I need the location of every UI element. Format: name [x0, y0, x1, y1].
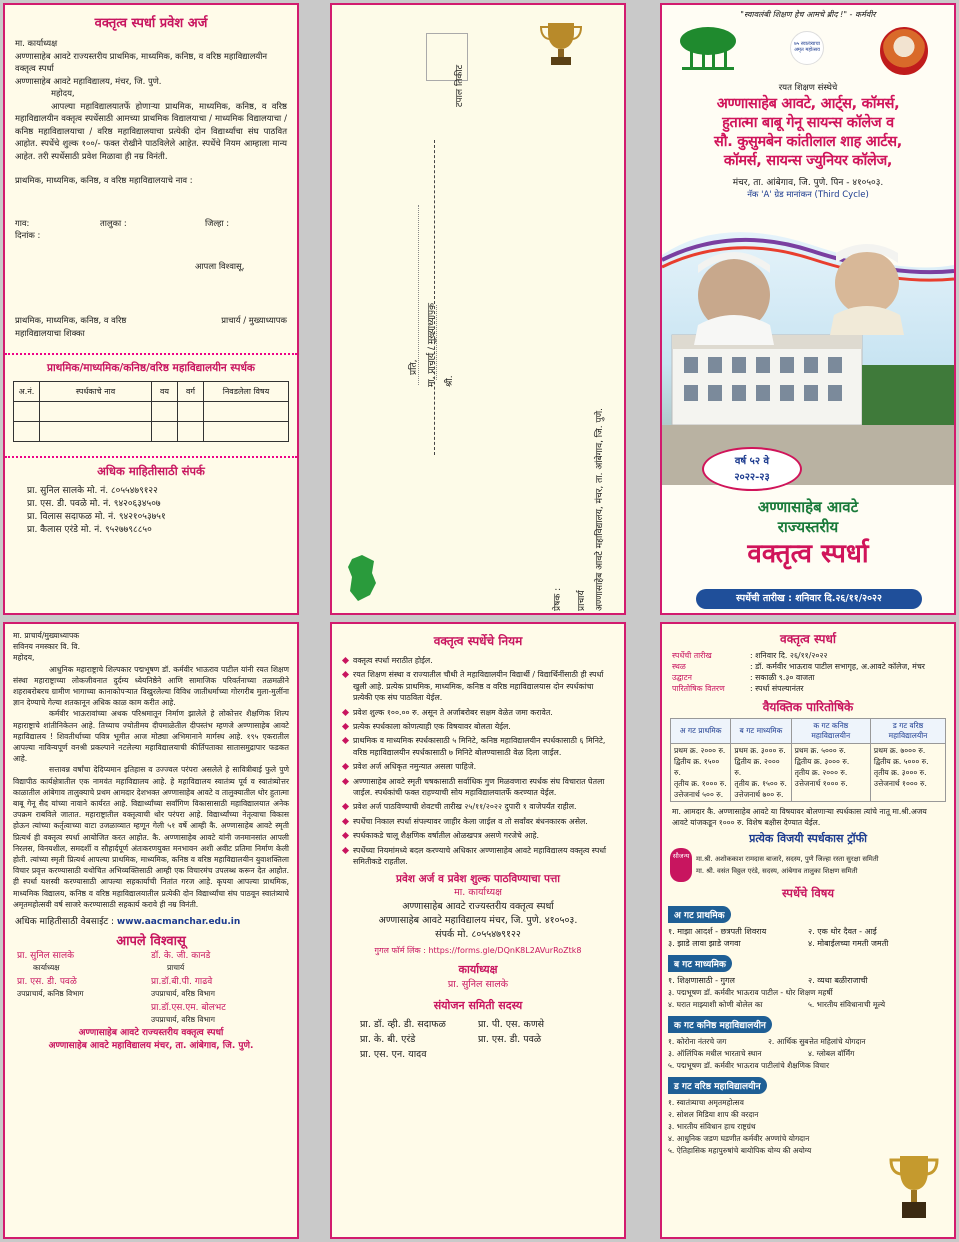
- topic-item: ५. ऐतिहासिक महापुरुषांचे बायोपिक योग्य की अयोग्य: [668, 1146, 812, 1155]
- gform-link[interactable]: https://forms.gle/DQnK8L2AVurRoZtk8: [428, 945, 582, 955]
- website-label: अधिक माहितीसाठी वेबसाईट :: [15, 917, 115, 928]
- to-line-1: मा. कार्याध्यक्ष: [15, 38, 58, 48]
- sponsor-badge: सौजन्य: [670, 848, 692, 882]
- topic-item: २. सोशल मिडिया शाप की वरदान: [668, 1110, 759, 1119]
- rules-list: [332, 649, 624, 868]
- rule-item: प्रवेश अर्ज पाठविण्याची शेवटची तारीख २५/११/२०२२ दुपारी १ वाजेपर्यंत राहील.: [342, 801, 614, 812]
- trophy-title: प्रत्येक विजयी स्पर्धकास ट्रॉफी: [749, 832, 867, 845]
- committee-member: प्रा. पी. एस. कणसे: [478, 1018, 545, 1030]
- contact-3: प्रा. विलास सदाफळ मो. नं. ९४२१०५३७५१: [27, 512, 166, 522]
- topic-item: ४. ग्लोबल वॉर्मिंग: [808, 1049, 855, 1058]
- college-line-1: अण्णासाहेब आवटे, आर्ट्स, कॉमर्स,: [716, 96, 900, 112]
- col-class: वर्ग: [178, 382, 204, 402]
- committee-member: प्रा. डॉ. व्ही. डी. सदाफळ: [360, 1018, 446, 1030]
- to-line-2: श्री.: [445, 375, 455, 387]
- rule-item: प्रवेश अर्ज अधिकृत नमुन्यात असला पाहिजे.: [342, 761, 614, 772]
- participants-table: [13, 381, 289, 442]
- sig-1-name: प्रा. सुनिल सालके: [17, 951, 74, 962]
- sig-6-name: प्रा.डॉ.एस.एम. बोलभट: [151, 1003, 226, 1014]
- prize-cell: उत्तेजनार्थ १००० रु.: [794, 779, 848, 788]
- sig-4-role: उपप्राचार्य, वरिष्ठ विभाग: [151, 989, 215, 999]
- fold-line: [434, 140, 435, 455]
- topic-item: ४. मोबाईलच्या गमती जमती: [808, 939, 889, 948]
- sig-3-role: उपप्राचार्य, कनिष्ठ विभाग: [17, 989, 84, 999]
- letter-sal: महोदय,: [13, 653, 35, 663]
- sig-6-role: उपप्राचार्य, वरिष्ठ विभाग: [151, 1015, 215, 1025]
- sig-4-name: प्रा.डॉ.बी.पी. गाढवे: [151, 977, 213, 988]
- rule-item: स्पर्धेचा निकाल स्पर्धा संपल्यावर जाहीर केला जाईल व तो सर्वांवर बंधनकारक असेल.: [342, 816, 614, 827]
- sig-2-role: प्राचार्य: [167, 963, 185, 973]
- prize-cell: उत्तेजनार्थ १००० रु.: [873, 779, 927, 788]
- year-badge: [702, 447, 802, 491]
- letter-para-1: आधुनिक महाराष्ट्राचे शिल्पकार पद्मभूषण डॉ. कर्मवीर भाऊराव पाटील यांनी रयत शिक्षण संस्था महाराष्ट्राच्या लोकजीवनात दुर्दम्य ध्येयनिष्ठेने आणि सामाजिक परिवर्तनाच्या तळमळीने शहराबरोबरच ग्रामीण भागाच्या कानाकोपऱ्यात विखुरलेल्या विविध जातीधर्माच्या गोरगरीब मुला-मुलींना ज्ञान देण्याचे गेल्या शतकानून अधिक काळ काम करीत आहे.: [13, 664, 289, 708]
- prize-col: अ गट प्राथमिक: [671, 719, 731, 744]
- college-address: मंचर, ता. आंबेगाव, जि. पुणे. पिन - ४१०५०३.: [732, 178, 884, 188]
- topic-item: १. कोरोना नंतरचे जग: [668, 1037, 727, 1046]
- campus-illustration: [662, 215, 954, 485]
- col-name: स्पर्धकाचे नाव: [40, 382, 152, 402]
- cover-panel: [660, 3, 956, 615]
- footer-2: अण्णासाहेब आवटे महाविद्यालय मंचर, ता. आंबेगाव, जि. पुणे.: [48, 1041, 254, 1052]
- taluka-label: तालुका :: [100, 217, 127, 228]
- details-table: [672, 650, 925, 694]
- date-banner: स्पर्धेची तारीख : शनिवार दि.२६/११/२०२२: [696, 589, 922, 609]
- website-link[interactable]: www.aacmanchar.edu.in: [116, 917, 241, 928]
- school-seal-label: प्राथमिक, माध्यमिक, कनिष्ठ, व वरिष्ठ महाविद्यालयाचा शिक्का: [15, 315, 127, 338]
- table-row: [14, 422, 289, 442]
- prize-col: ब गट माध्यमिक: [731, 719, 791, 744]
- application-form-panel: [3, 3, 299, 615]
- topic-item: ३. ऑलिंपिक मधील भारताचे स्थान: [668, 1049, 762, 1058]
- event-name-1: अण्णासाहेब आवटे: [757, 498, 859, 516]
- prize-col: ड गट वरिष्ठ महाविद्यालयीन: [870, 719, 945, 744]
- prize-cell: द्वितीय क्र. ३००० रु.: [794, 757, 850, 766]
- prize-cell: उत्तेजनार्थ ५०० रु.: [674, 790, 724, 799]
- topic-item: २. व्यथा बळीराजाची: [808, 976, 868, 985]
- rule-item: स्पर्धेच्या नियमांमध्ये बदल करण्याचे अधिकार अण्णासाहेब आवटे महाविद्यालय वक्तृत्व स्पर्धा समितीकडे राहतील.: [342, 845, 614, 868]
- committee-member: प्रा. एस. डी. पवळे: [478, 1033, 542, 1045]
- rule-item: अण्णासाहेब आवटे स्मृती चषकासाठी सर्वाधिक गुण मिळवणारा स्पर्धक संघ विचारात घेतला जाईल. स्पर्धकांची फक्त राहण्याची सोय महाविद्यालयातर्फे करण्यात येईल.: [342, 776, 614, 799]
- year-range: २०२२-२३: [734, 472, 770, 483]
- to-line-2: अण्णासाहेब आवटे राज्यस्तरीय प्राथमिक, माध्यमिक, कनिष्ठ, व वरिष्ठ महाविद्यालयीन वक्तृत्व स्पर्धा: [15, 50, 268, 73]
- prize-cell: उत्तेजनार्थ ७०० रु.: [734, 790, 784, 799]
- col-topic: निवडलेला विषय: [204, 382, 289, 402]
- detail-value: : डॉ. कर्मवीर भाऊराव पाटील सभागृह, अ.आवटे कॉलेज, मंचर: [750, 662, 925, 671]
- college-line-2: हुतात्मा बाबू गेनू सायन्स कॉलेज व: [722, 115, 894, 131]
- prize-cell: तृतीय क्र. १५०० रु.: [734, 779, 787, 788]
- prize-cell: प्रथम क्र. ३००० रु.: [734, 746, 786, 755]
- address-line-2: अण्णासाहेब आवटे राज्यस्तरीय वक्तृत्व स्पर्धा: [402, 900, 554, 912]
- salutation: महोदय,: [51, 88, 75, 98]
- topics-title: स्पर्धेचे विषय: [781, 886, 835, 900]
- year-edition: वर्ष ५२ वे: [734, 456, 770, 467]
- topic-item: ५. पद्मभूषण डॉ. कर्मवीर भाऊराव पाटीलांचे शैक्षणिक विचार: [668, 1061, 830, 1070]
- invitation-letter-panel: [3, 622, 299, 1239]
- address-title: प्रवेश अर्ज व प्रवेश शुल्क पाठविण्याचा पत्ता: [396, 872, 560, 885]
- form-title: वक्तृत्व स्पर्धा प्रवेश अर्ज: [94, 16, 208, 31]
- committee-title: संयोजन समिती सदस्य: [433, 998, 523, 1012]
- prize-table: [670, 718, 946, 802]
- college-line-4: कॉमर्स, सायन्स ज्युनियर कॉलेज,: [723, 153, 893, 169]
- banyan-tree-icon: [678, 25, 738, 71]
- col-no: अ.नं.: [14, 382, 40, 402]
- rule-item: प्रवेश शुल्क १००.०० रु. असून ते अर्जाबरोबर सक्षम वेळेत जमा करावेत.: [342, 707, 614, 718]
- azadi-badge: ७५ स्वातंत्र्याचा अमृत महोत्सव: [790, 31, 824, 65]
- yours-label: आपला विश्वासू,: [195, 260, 245, 271]
- participants-title: प्राथमिक/माध्यमिक/कनिष्ठ/वरिष्ठ महाविद्यालयीन स्पर्धक: [5, 353, 297, 375]
- contact-1: प्रा. सुनिल सालके मो. नं. ८०५५४७९१२२: [27, 486, 158, 496]
- gform-label: गुगल फॉर्म लिंक :: [374, 945, 426, 955]
- col-age: वय: [152, 382, 178, 402]
- school-name-label: प्राथमिक, माध्यमिक, कनिष्ठ, व वरिष्ठ महाविद्यालयाचे नाव :: [15, 175, 193, 185]
- founder-portrait: [880, 27, 928, 75]
- village-label: गाव:: [15, 217, 30, 228]
- prize-cell: द्वितीय क्र. १५०० रु.: [674, 757, 720, 777]
- detail-value: : शनिवार दि. २६/११/२०२२: [750, 651, 828, 660]
- rule-item: रयत शिक्षण संस्था व राज्यातील चौथी ते महाविद्यालयीन विद्यार्थी / विद्यार्थिनींसाठी ही स्पर्धा खुली आहे. प्रत्येक प्राथमिक, माध्यमिक, कनिष्ठ व वरिष्ठ महाविद्यालयास दोन स्पर्धकांचा प्रत्येकी एक संघ पाठविता येईल.: [342, 669, 614, 703]
- group-a-title: अ गट प्राथमिक: [668, 906, 731, 923]
- detail-value: : स्पर्धा संपल्यानंतर: [750, 684, 804, 693]
- sponsor-2: मा. श्री. वसंत विठ्ठल एरंडे, सदस्य, आंबेगाव तालुका शिक्षण समिती: [696, 867, 858, 875]
- prize-cell: प्रथम क्र. ५००० रु.: [794, 746, 846, 755]
- detail-key: स्थळ: [672, 662, 686, 671]
- address-line-3: अण्णासाहेब आवटे महाविद्यालय मंचर, जि. पुणे. ४१०५०३.: [378, 914, 578, 926]
- trophy-icon: [888, 1152, 940, 1222]
- topic-item: ३. पद्मभूषण डॉ. कर्मवीर भाऊराव पाटील - थोर शिक्षण महर्षी: [668, 988, 833, 997]
- rule-item: प्रत्येक स्पर्धकाला कोणत्याही एक विषयावर बोलता येईल.: [342, 721, 614, 732]
- campus-photo: [662, 215, 954, 485]
- event-name-2: राज्यस्तरीय: [777, 518, 839, 536]
- sponsor-1: मा.श्री. अशोककाश रामदास बाजारे, सदस्य, पुणे जिल्हा रस्ता सुरक्षा समिती: [696, 855, 879, 863]
- details-title: वक्तृत्व स्पर्धा: [780, 632, 836, 646]
- prize-cell: द्वितीय क्र. ५००० रु.: [873, 757, 929, 766]
- address-line-1: मा. कार्याध्यक्ष: [454, 886, 502, 898]
- detail-key: उद्घाटन: [672, 673, 692, 682]
- president-title: कार्याध्यक्ष: [458, 962, 498, 976]
- contact-4: प्रा. कैलास एरंडे मो. नं. ९५२७७९८८५०: [27, 525, 152, 535]
- address-line-4: संपर्क मो. ८०५५४७९१२२: [435, 928, 521, 940]
- map-icon: [346, 553, 378, 605]
- footer-1: अण्णासाहेब आवटे राज्यस्तरीय वक्तृत्व स्पर्धा: [78, 1028, 224, 1039]
- to-line-3: अण्णासाहेब आवटे महाविद्यालय, मंचर, जि. पुणे.: [15, 75, 162, 86]
- letter-para-3: सत्तावन्न वर्षांचा देदिप्यमान इतिहास व उज्ज्वल परंपरा असलेले हे सावित्रीबाई फुले पुणे विद्यापीठ कार्यक्षेत्रातील एक नामवंत महाविद्यालय आहे. हे महाविद्यालय स्वातंत्र्य पूर्व व स्वातंत्र्योत्तर काळातील आंबेगाव तालुक्याचे प्रथम आमदार देशभक्त अण्णासाहेब आवटे व तालुक्यातील थोर हुतात्मा बाबू गेनू सैद यांच्या नावाने कार्यरत आहे. विद्यार्थ्यांच्या सर्वांगिण विकासासाठी महाविद्यालयात अनेक उपक्रम राबविले जातात. महाराष्ट्रातील वक्तृत्वाची थोर परंपरा आहे. विद्यार्थ्यांच्या नेतृत्वाचा विकास होऊन त्यांच्या कर्तृत्वाच्या वाटा उजळाव्यात म्हणून गेली ५१ वर्षे आम्ही कै. अण्णासाहेब आवटे स्मृती प्रित्यर्थ ही वक्तृत्व स्पर्धा आयोजित करत आहोत. कै. अण्णासाहेब आवटे यांनी जनमानसांत आपली निरलस, विनयशील, समदर्शी व सौहार्दपूर्ण अंतःकरणयुक्त मनभावन अशी अवीट प्रतिमा निर्माण केली होती. त्यांच्या स्मृती प्रित्यर्थ आपल्या प्राथमिक, माध्यमिक, कनिष्ठ व वरिष्ठ महाविद्यालयीन युवाशक्तिला विचार प्रवृत्त करण्यासाठी यथोचित अभिव्यक्तिसाठी आम्ही एक विचारमंच उपलब्ध करून देत आहोत. ही स्पर्धा यशस्वी करण्यासाठी आपल्या सहकार्याची नितांत गरज आहे. कृपया आपल्या प्राथमिक, माध्यमिक विद्यालय, कनिष्ठ व वरिष्ठ महाविद्यालयातील प्रत्येकी दोन विद्यार्थ्यांचा संघ पाठवून स्वातंत्र्याचे अमृतमहोत्सवी वर्ष साजरे करण्यासाठी सहकार्य करावे ही नम्र विनंती.: [13, 765, 289, 909]
- form-body: आपल्या महाविद्यालयातर्फे होणाऱ्या प्राथमिक, माध्यमिक, कनिष्ठ, व वरिष्ठ महाविद्यालयीन वक्तृत्व स्पर्धेसाठी आमच्या प्राथमिक विद्यालयाचा / माध्यमिक विद्यालयाचा / कनिष्ठ महाविद्यालयाचा / वरिष्ठ महाविद्यालयाचा प्रत्येकी दोन विद्यार्थ्यांचा संघ पाठवित आहोत. स्पर्धेचे शुल्क १००/- फक्त रोखीने पाठविलेले आहेत. स्पर्धेचे नियम आम्हाला मान्य आहेत. तरी स्पर्धेसाठी प्रवेश मिळावा ही नम्र विनंती.: [15, 100, 287, 161]
- principal-sign-label: प्राचार्य / मुख्याध्यापक: [221, 315, 287, 325]
- topic-item: ५. भारतीय संविधानाची मूल्ये: [808, 1000, 886, 1009]
- to-label: प्रति,: [409, 359, 419, 375]
- special-prize: मा. आमदार कै. अण्णासाहेब आवटे या विषयावर बोलणाऱ्या स्पर्धकास त्यांचे नातू मा.श्री.अजय आवटे यांजकडून १००० रु. विशेष बक्षीस देण्यात येईल.: [672, 807, 927, 827]
- group-b-title: ब गट माध्यमिक: [668, 955, 732, 972]
- topic-item: १. स्वातंत्र्याचा अमृतमहोत्सव: [668, 1098, 744, 1107]
- topic-item: ३. भारतीय संविधान हाच राष्ट्रग्रंथ: [668, 1122, 756, 1131]
- sender-line-1: प्राचार्य: [577, 590, 587, 611]
- rule-item: प्राथमिक व माध्यमिक स्पर्धकासाठी ५ मिनिटे, कनिष्ठ महाविद्यालयीन स्पर्धकासाठी ६ मिनिटे, वरिष्ठ महाविद्यालयीन स्पर्धकासाठी ७ मिनिटे बोलण्यासाठी वेळ दिला जाईल.: [342, 735, 614, 758]
- rule-item: वक्तृत्व स्पर्धा मराठीत होईल.: [342, 655, 614, 666]
- detail-key: पारितोषिक वितरण: [672, 684, 725, 693]
- college-line-3: सौ. कुसुमबेन कांतीलाल शाह आर्टस,: [714, 134, 902, 150]
- sig-2-name: डॉ. के. जी. कानडे: [151, 951, 211, 962]
- committee-member: प्रा. एस. एन. यादव: [360, 1048, 427, 1060]
- contact-2: प्रा. एस. डी. पवळे मो. नं. ९४२०६३४५०७: [27, 499, 161, 509]
- yours-heading: आपले विश्वासू: [116, 934, 186, 950]
- prize-cell: तृतीय क्र. १००० रु.: [674, 779, 727, 788]
- district-label: जिल्हा :: [205, 217, 230, 228]
- group-d-title: ड गट वरिष्ठ महाविद्यालयीन: [668, 1077, 767, 1094]
- prize-cell: प्रथम क्र. २००० रु.: [674, 746, 726, 755]
- topic-item: ४. घरात माझ्याशी कोणी बोलेल का: [668, 1000, 763, 1009]
- letter-to: मा. प्राचार्य/मुख्याध्यापक: [13, 631, 80, 640]
- prize-cell: द्वितीय क्र. २००० रु.: [734, 757, 780, 777]
- president-name: प्रा. सुनिल सालके: [447, 978, 509, 990]
- to-line-1: मा. प्राचार्य / मुख्याध्यापक: [427, 302, 437, 387]
- rules-title: वक्तृत्व स्पर्धेचे नियम: [433, 634, 523, 648]
- details-panel: [660, 622, 956, 1239]
- topic-item: ३. झाडे लावा झाडे जगवा: [668, 939, 741, 948]
- prize-cell: प्रथम क्र. ७००० रु.: [873, 746, 926, 755]
- rule-item: स्पर्धकाकडे चालू शैक्षणिक वर्षातील ओळखपत्र असणे गरजेचे आहे.: [342, 830, 614, 841]
- prize-col: क गट कनिष्ठ महाविद्यालयीन: [791, 719, 870, 744]
- topic-item: २. एक थोर दैवत - आई: [808, 927, 877, 936]
- group-c-title: क गट कनिष्ठ महाविद्यालयीन: [668, 1016, 772, 1033]
- event-name-3: वक्तृत्व स्पर्धा: [747, 539, 869, 569]
- sender-label: प्रेषक :: [553, 587, 563, 611]
- sender-line-2: अण्णासाहेब आवटे महाविद्यालय, मंचर, ता. आंबेगाव, जि. पुणे.: [595, 407, 605, 611]
- committee-member: प्रा. के. बी. एरंडे: [360, 1033, 416, 1045]
- motto: "स्वावलंबी शिक्षण हेच आमचे ब्रीद !" - कर्मवीर: [740, 10, 876, 19]
- table-row: [14, 402, 289, 422]
- detail-value: : सकाळी ९.३० वाजता: [750, 673, 815, 682]
- prize-title: वैयक्तिक पारितोषिके: [762, 700, 854, 714]
- contact-title: अधिक माहितीसाठी संपर्क: [5, 456, 297, 479]
- stamp-label: टपाल तिकीट: [455, 64, 465, 107]
- sig-3-name: प्रा. एस. डी. पवळे: [17, 977, 77, 988]
- date-label: दिनांक :: [15, 230, 41, 240]
- topic-item: २. आर्थिक सुबत्तेत महिलांचे योगदान: [768, 1037, 866, 1046]
- naac-grade: नॅक 'A' ग्रेड मानांकन (Third Cycle): [747, 190, 869, 200]
- topic-item: ४. आधुनिक जडण घडणीत कर्मवीर अण्णांचे योगदान: [668, 1134, 810, 1143]
- trophy-icon: [538, 19, 584, 71]
- org-line: रयत शिक्षण संस्थेचे: [778, 83, 838, 93]
- postal-cover-panel: [330, 3, 626, 615]
- letter-greet: सविनय नमस्कार वि. वि.: [13, 642, 81, 652]
- topic-item: १. माझा आदर्श - छत्रपती शिवराय: [668, 927, 767, 936]
- sig-1-role: कार्याध्यक्ष: [33, 963, 60, 973]
- letter-para-2: कर्मवीर भाऊरावांच्या अथक परिश्रमातून निर्माण झालेले हे लोकोत्तर शैक्षणिक शिल्प महाराष्ट्राचे शांतीनिकेतन आहे. तिच्याच ज्योतीमय दीपमाळेतील दीपस्तंभ म्हणजे अण्णासाहेब आवटे महाविद्यालय ! शिवतीर्थाच्या पवित्र भूमीत आज मोठ्या अभिमानाने मार्गस्थ आहे. १९५ एकरातील आपल्या नाविन्यपूर्ण वनश्री प्रकल्पाने नटलेल्या महाविद्यालयाची कीर्तिपताका सातासमुद्रापार फडकत आहे.: [13, 709, 289, 764]
- detail-key: स्पर्धेची तारीख: [672, 651, 712, 660]
- prize-cell: तृतीय क्र. ३००० रु.: [873, 768, 927, 777]
- topic-item: १. शिक्षणासाठी - गुगल: [668, 976, 735, 985]
- prize-cell: तृतीय क्र. २००० रु.: [794, 768, 848, 777]
- rules-panel: [330, 622, 626, 1239]
